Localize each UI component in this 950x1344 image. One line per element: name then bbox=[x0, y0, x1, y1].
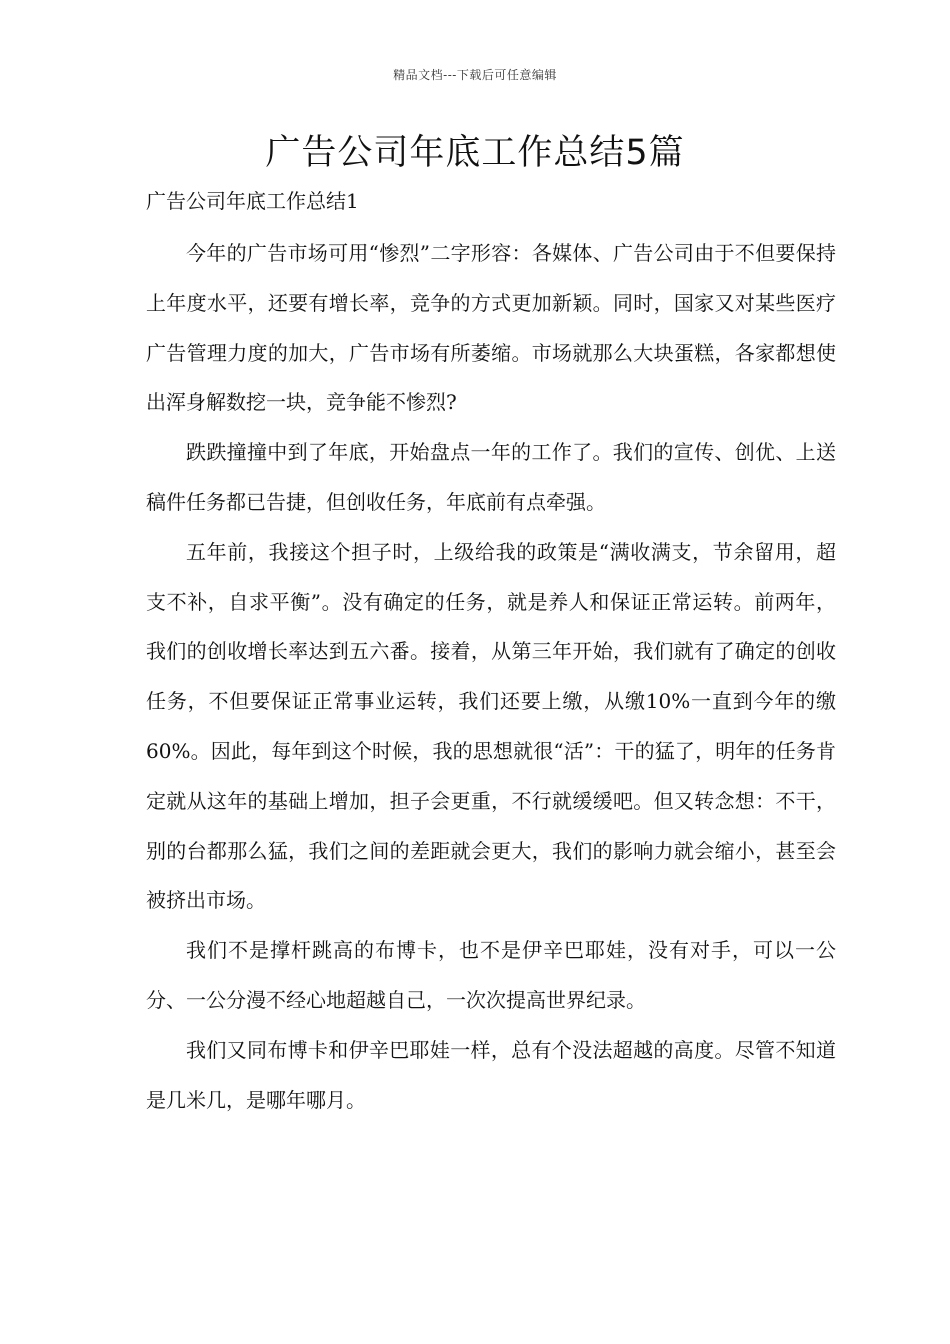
paragraph-5: 我们又同布博卡和伊辛巴耶娃一样，总有个没法超越的高度。尽管不知道是几米几，是哪年哪月。 bbox=[146, 1037, 836, 1112]
paragraph-2: 跌跌撞撞中到了年底，开始盘点一年的工作了。我们的宣传、创优、上送稿件任务都已告捷，但创收任务，年底前有点牵强。 bbox=[146, 440, 836, 514]
paragraph-3: 五年前，我接这个担子时，上级给我的政策是“满收满支，节余留用，超支不补，自求平衡”。没有确定的任务，就是养人和保证正常运转。前两年，我们的创收增长率达到五六番。接着，从第三年开始，我们就有了确定的创收任务，不但要保证正常事业运转，我们还要上缴，从缴10%一直到今年的缴60%。因此，每年到这个时候，我的思想就很“活”：干的猛了，明年的任务肯定就从这年的基础上增加，担子会更重，不行就缓缓吧。但又转念想：不干，别的台都那么猛，我们之间的差距就会更大，我们的影响力就会缩小，甚至会被挤出市场。 bbox=[146, 539, 836, 913]
paragraph-1: 今年的广告市场可用“惨烈”二字形容：各媒体、广告公司由于不但要保持上年度水平，还要有增长率，竞争的方式更加新颖。同时，国家又对某些医疗广告管理力度的加大，广告市场有所萎缩。市场就那么大块蛋糕，各家都想使出浑身解数挖一块，竞争能不惨烈? bbox=[146, 241, 836, 415]
document-body bbox=[146, 229, 836, 1125]
paragraph-4: 我们不是撑杆跳高的布博卡，也不是伊辛巴耶娃，没有对手，可以一公分、一公分漫不经心地超越自己，一次次提高世界纪录。 bbox=[146, 938, 836, 1012]
section-subtitle: 广告公司年底工作总结1 bbox=[146, 189, 359, 213]
document-title: 广告公司年底工作总结5篇 bbox=[265, 133, 685, 173]
header-note: 精品文档---下载后可任意编辑 bbox=[393, 68, 557, 82]
